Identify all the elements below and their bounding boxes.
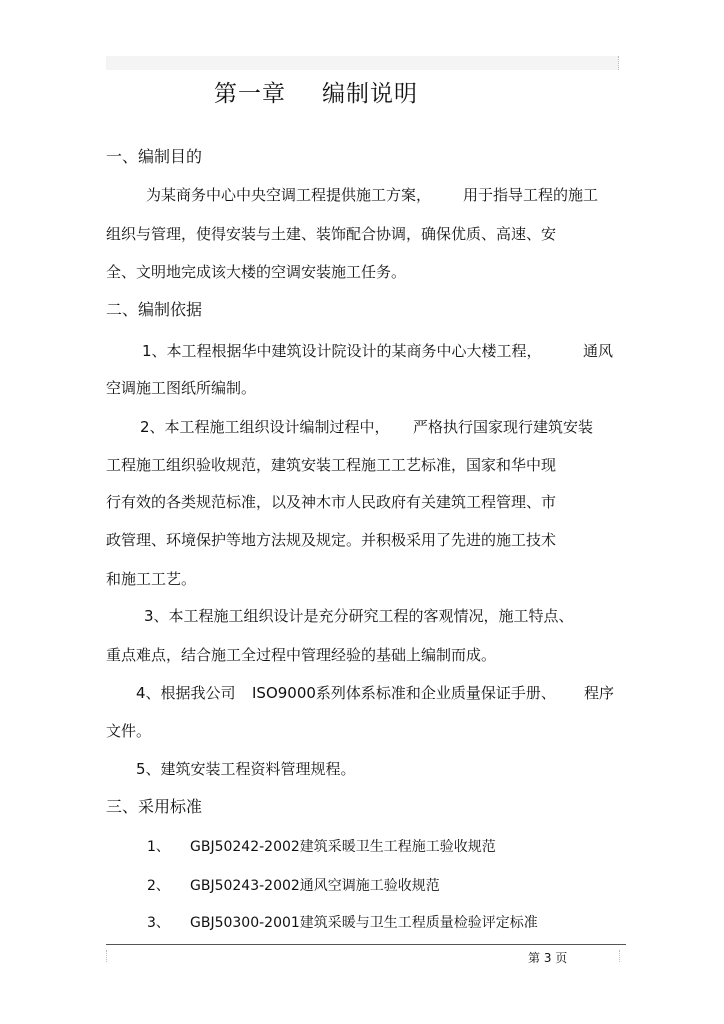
paragraph-line: 通风 [583, 342, 614, 360]
standard-number: 3、 [147, 915, 170, 931]
paragraph-line: 行有效的各类规范标准，以及神木市人民政府有关建筑工程管理、市 [106, 493, 557, 511]
paragraph-line: 组织与管理，使得安装与土建、装饰配合协调，确保优质、高速、安 [106, 225, 557, 243]
standard-item: GBJ50243-2002通风空调施工验收规范 [190, 878, 440, 894]
standard-item: GBJ50242-2002建筑采暖卫生工程施工验收规范 [190, 839, 496, 855]
paragraph-line: 空调施工图纸所编制。 [106, 379, 257, 397]
paragraph-line: 政管理、环境保护等地方法规及规定。并积极采用了先进的施工技术 [106, 531, 557, 549]
chapter-number: 第一章 [214, 81, 286, 107]
paragraph-line: ISO9000系列体系标准和企业质量保证手册、 [252, 684, 556, 702]
standard-number: 1、 [147, 839, 170, 855]
paragraph-line: 工程施工组织验收规范，建筑安装工程施工工艺标准，国家和华中现 [106, 456, 557, 474]
paragraph-line: 用于指导工程的施工 [463, 186, 599, 204]
paragraph-line: 文件。 [106, 722, 152, 740]
paragraph-line: 1、本工程根据华中建筑设计院设计的某商务中心大楼工程， [142, 342, 542, 360]
page-number: 第 3 页 [528, 951, 568, 965]
paragraph-line: 3、本工程施工组织设计是充分研究工程的客观情况，施工特点、 [144, 607, 574, 625]
header-rule [106, 56, 619, 70]
section-heading-standards: 三、采用标准 [106, 797, 203, 816]
paragraph-line: 重点难点，结合施工全过程中管理经验的基础上编制而成。 [106, 646, 497, 664]
paragraph-line: 5、建筑安装工程资料管理规程。 [136, 760, 356, 778]
paragraph-line: 全、文明地完成该大楼的空调安装施工任务。 [106, 263, 407, 281]
standard-item: GBJ50300-2001建筑采暖与卫生工程质量检验评定标准 [190, 915, 538, 931]
section-heading-basis: 二、编制依据 [106, 300, 203, 319]
paragraph-line: 4、根据我公司 [136, 684, 236, 702]
chapter-title: 编制说明 [322, 81, 418, 107]
standard-number: 2、 [147, 878, 170, 894]
paragraph-line: 2、本工程施工组织设计编制过程中， [140, 418, 390, 436]
paragraph-line: 和施工工艺。 [106, 570, 197, 588]
paragraph-line: 严格执行国家现行建筑安装 [413, 418, 594, 436]
section-heading-purpose: 一、编制目的 [106, 147, 203, 166]
paragraph-line: 程序 [584, 684, 615, 702]
footer-rule [106, 944, 626, 945]
paragraph-line: 为某商务中心中央空调工程提供施工方案， [146, 186, 432, 204]
